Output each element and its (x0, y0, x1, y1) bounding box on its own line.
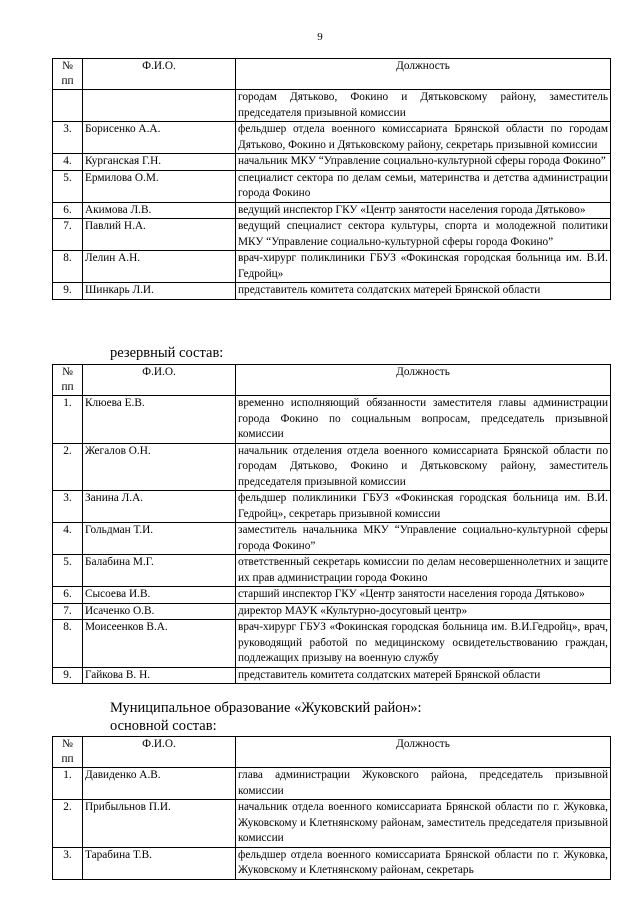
row-name (83, 90, 236, 122)
row-num: 5. (53, 170, 83, 202)
table-row (53, 587, 611, 604)
header-name: Ф.И.О. (83, 737, 236, 768)
row-num: 3. (53, 491, 83, 523)
row-num: 6. (53, 202, 83, 219)
row-name: Ермилова О.М. (83, 170, 236, 202)
table-row (53, 154, 611, 171)
row-num: 2. (53, 800, 83, 848)
row-name: Занина Л.А. (83, 491, 236, 523)
row-position: начальник отдела военного комиссариата Брянской области по г. Жуковка, Жуковскому и Клетнянскому районам, заместитель председателя призывной комиссии (236, 800, 611, 848)
row-name: Жегалов О.Н. (83, 443, 236, 491)
row-name: Борисенко А.А. (83, 122, 236, 154)
table-row (53, 847, 611, 879)
header-position: Должность (236, 59, 611, 90)
table-row (53, 443, 611, 491)
header-num: № пп (53, 365, 83, 396)
row-position: ответственный секретарь комиссии по делам несовершеннолетних и защите их прав администрации города Фокино (236, 555, 611, 587)
row-position: заместитель начальника МКУ “Управление социально-культурной сферы города Фокино” (236, 523, 611, 555)
page-number: 9 (317, 31, 323, 43)
table-row (53, 768, 611, 800)
row-position: представитель комитета солдатских матерей Брянской области (236, 667, 611, 684)
table-header-row (53, 365, 611, 396)
row-position: ведущий специалист сектора культуры, спорта и молодежной политики МКУ “Управление социально-культурной сферы города Фокино” (236, 219, 611, 251)
row-position: временно исполняющий обязанности заместителя главы администрации города Фокино по социальным вопросам, председатель призывной комиссии (236, 396, 611, 444)
table-row (53, 396, 611, 444)
row-num: 8. (53, 251, 83, 283)
table-row (53, 491, 611, 523)
row-num: 4. (53, 154, 83, 171)
row-num: 7. (53, 603, 83, 620)
reserve-heading: резервный состав: (110, 345, 224, 361)
row-num: 6. (53, 587, 83, 604)
row-position: директор МАУК «Культурно-досуговый центр» (236, 603, 611, 620)
row-name: Давиденко А.В. (83, 768, 236, 800)
row-name: Балабина М.Г. (83, 555, 236, 587)
row-num: 1. (53, 768, 83, 800)
row-name: Гольдман Т.И. (83, 523, 236, 555)
row-position: врач-хирург поликлиники ГБУЗ «Фокинская городская больница им. В.И. Гедройц» (236, 251, 611, 283)
row-name: Лелин А.Н. (83, 251, 236, 283)
row-name: Моисеенков В.А. (83, 620, 236, 668)
row-num: 2. (53, 443, 83, 491)
row-name: Тарабина Т.В. (83, 847, 236, 879)
row-position: фельдшер поликлиники ГБУЗ «Фокинская городская больница им. В.И. Гедройц», секретарь призывной комиссии (236, 491, 611, 523)
table-row (53, 620, 611, 668)
row-position: специалист сектора по делам семьи, материнства и детства администрации города Фокино (236, 170, 611, 202)
row-name: Клюева Е.В. (83, 396, 236, 444)
header-name: Ф.И.О. (83, 365, 236, 396)
row-name: Шинкарь Л.И. (83, 283, 236, 300)
table-row (53, 219, 611, 251)
row-position: старший инспектор ГКУ «Центр занятости населения города Дятьково» (236, 587, 611, 604)
row-num: 9. (53, 667, 83, 684)
table-header-row (53, 737, 611, 768)
table-row (53, 800, 611, 848)
table-row (53, 90, 611, 122)
table-row (53, 170, 611, 202)
row-num: 5. (53, 555, 83, 587)
row-num (53, 90, 83, 122)
header-position: Должность (236, 737, 611, 768)
row-name: Павлий Н.А. (83, 219, 236, 251)
header-position: Должность (236, 365, 611, 396)
header-name: Ф.И.О. (83, 59, 236, 90)
table-row (53, 251, 611, 283)
row-position: глава администрации Жуковского района, председатель призывной комиссии (236, 768, 611, 800)
row-name: Исаченко О.В. (83, 603, 236, 620)
commission-table-zhukovsky (52, 736, 611, 880)
row-num: 3. (53, 847, 83, 879)
row-name: Гайкова В. Н. (83, 667, 236, 684)
row-position: городам Дятьково, Фокино и Дятьковскому району, заместитель председателя призывной комиссии (236, 90, 611, 122)
row-position: начальник отделения отдела военного комиссариата Брянской области по городам Дятьково, Фокино и Дятьковскому району, заместитель председателя призывной комиссии (236, 443, 611, 491)
table-row (53, 122, 611, 154)
table-row (53, 523, 611, 555)
row-position: ведущий инспектор ГКУ «Центр занятости населения города Дятьково» (236, 202, 611, 219)
table-header-row (53, 59, 611, 90)
row-position: врач-хирург ГБУЗ «Фокинская городская больница им. В.И.Гедройц», врач, руководящий работой по медицинскому освидетельствованию граждан, подлежащих призыву на военную службу (236, 620, 611, 668)
main-composition-heading: основной состав: (110, 718, 217, 734)
commission-table-reserve (52, 364, 611, 684)
row-num: 3. (53, 122, 83, 154)
table-row (53, 283, 611, 300)
row-name: Прибыльнов П.И. (83, 800, 236, 848)
municipality-heading: Муниципальное образование «Жуковский район»: (110, 700, 422, 716)
header-num: № пп (53, 737, 83, 768)
row-name: Курганская Г.Н. (83, 154, 236, 171)
row-num: 7. (53, 219, 83, 251)
row-num: 9. (53, 283, 83, 300)
table-row (53, 555, 611, 587)
commission-table-main-continued (52, 58, 611, 300)
header-num: № пп (53, 59, 83, 90)
row-position: представитель комитета солдатских матерей Брянской области (236, 283, 611, 300)
row-num: 1. (53, 396, 83, 444)
row-num: 4. (53, 523, 83, 555)
table-row (53, 202, 611, 219)
table-row (53, 667, 611, 684)
table-row (53, 603, 611, 620)
row-position: фельдшер отдела военного комиссариата Брянской области по г. Жуковка, Жуковскому и Клетнянскому районам, секретарь (236, 847, 611, 879)
row-position: начальник МКУ “Управление социально-культурной сферы города Фокино” (236, 154, 611, 171)
row-position: фельдшер отдела военного комиссариата Брянской области по городам Дятьково, Фокино и Дятьковскому району, секретарь призывной комиссии (236, 122, 611, 154)
row-name: Акимова Л.В. (83, 202, 236, 219)
row-num: 8. (53, 620, 83, 668)
row-name: Сысоева И.В. (83, 587, 236, 604)
